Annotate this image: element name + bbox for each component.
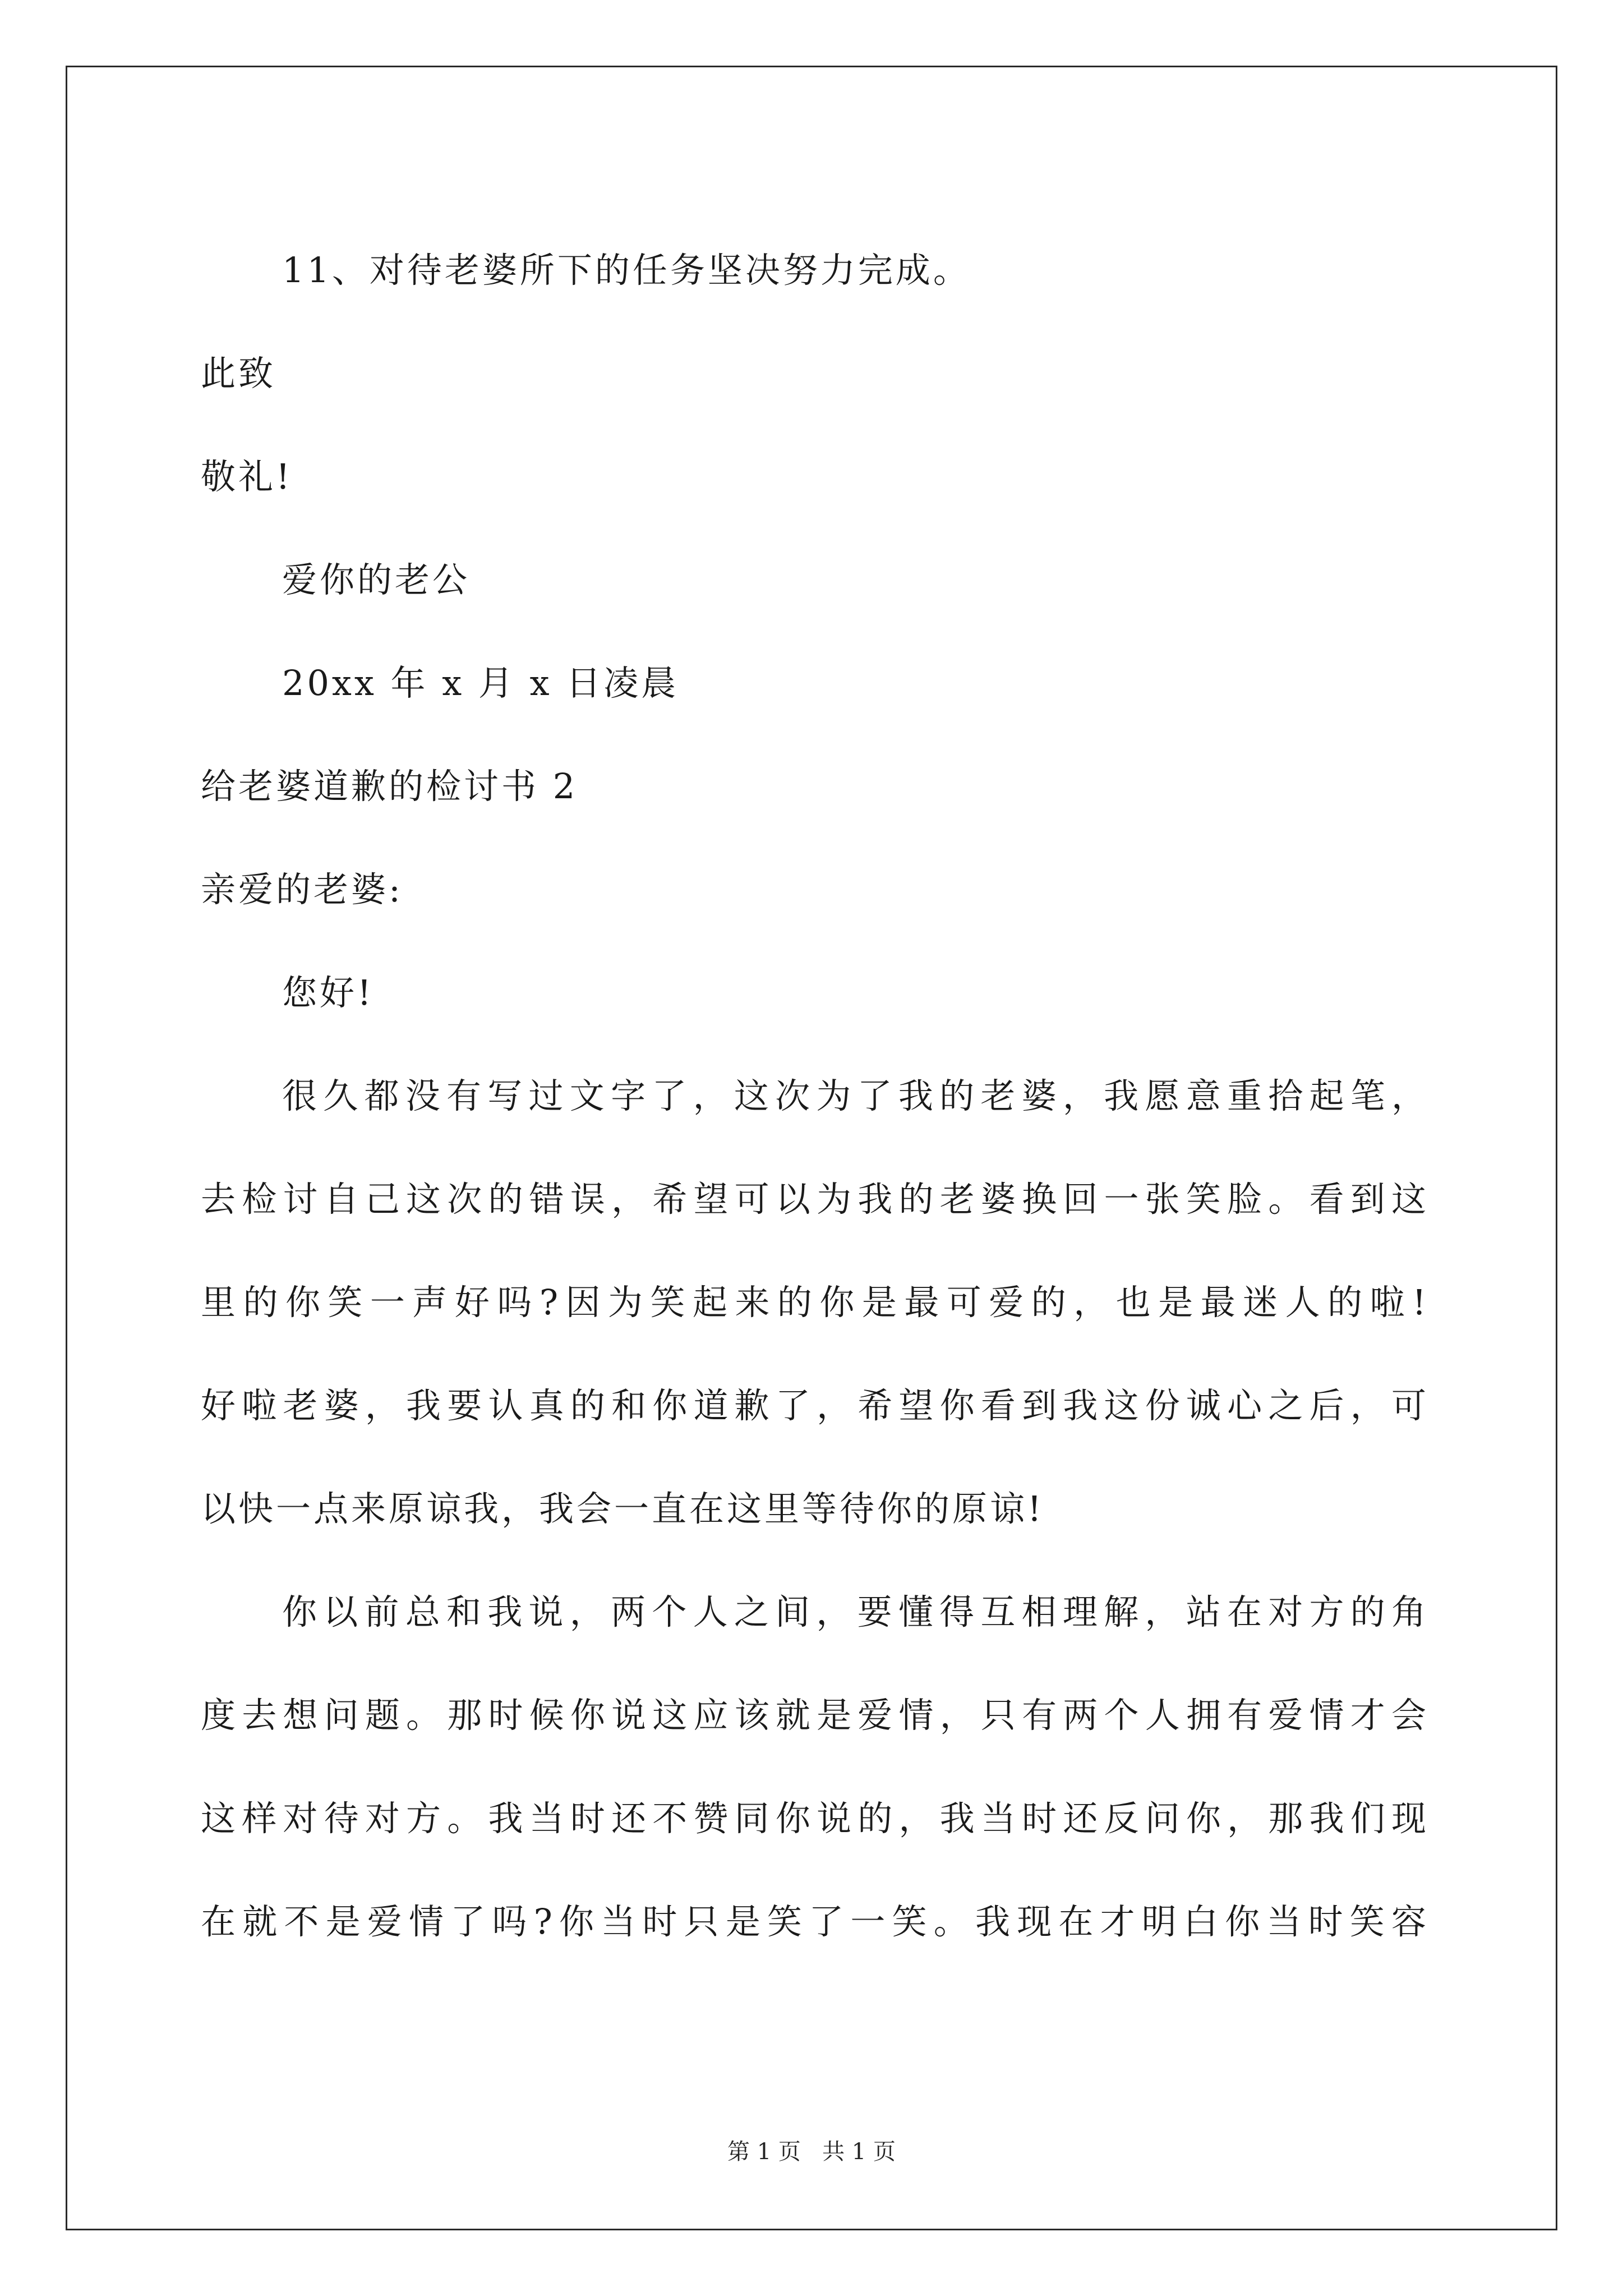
page-footer: 第 1 页 共 1 页 bbox=[727, 2139, 896, 2165]
paragraph-2-line: 你以前总和我说，两个人之间，要懂得互相理解，站在对方的角 bbox=[282, 1591, 1429, 1632]
closing-line-1: 此致 bbox=[201, 353, 276, 394]
paragraph-2-line: 度去想问题。那时候你说这应该就是爱情，只有两个人拥有爱情才会 bbox=[201, 1695, 1429, 1736]
paragraph-2-line: 这样对待对方。我当时还不赞同你说的，我当时还反问你，那我们现 bbox=[201, 1798, 1429, 1839]
paragraph-1-line: 里的你笑一声好吗?因为笑起来的你是最可爱的，也是最迷人的啦! bbox=[201, 1282, 1429, 1323]
paragraph-1-line: 去检讨自己这次的错误，希望可以为我的老婆换回一张笑脸。看到这 bbox=[201, 1179, 1429, 1220]
closing-line-2: 敬礼! bbox=[201, 456, 293, 497]
salutation: 亲爱的老婆: bbox=[201, 869, 403, 910]
greeting: 您好! bbox=[282, 972, 374, 1013]
date-line: 20xx 年 x 月 x 日凌晨 bbox=[282, 662, 679, 703]
list-item-11: 11、对待老婆所下的任务坚决努力完成。 bbox=[282, 250, 971, 291]
paragraph-1-line: 以快一点来原谅我，我会一直在这里等待你的原谅! bbox=[201, 1488, 1044, 1529]
section-title: 给老婆道歉的检讨书 2 bbox=[201, 766, 578, 807]
paragraph-1-line: 很久都没有写过文字了，这次为了我的老婆，我愿意重拾起笔， bbox=[282, 1075, 1429, 1116]
signature: 爱你的老公 bbox=[282, 559, 471, 600]
paragraph-1-line: 好啦老婆，我要认真的和你道歉了，希望你看到我这份诚心之后，可 bbox=[201, 1385, 1429, 1426]
document-body bbox=[201, 219, 1429, 1973]
paragraph-2-line: 在就不是爱情了吗?你当时只是笑了一笑。我现在才明白你当时笑容 bbox=[201, 1901, 1429, 1942]
